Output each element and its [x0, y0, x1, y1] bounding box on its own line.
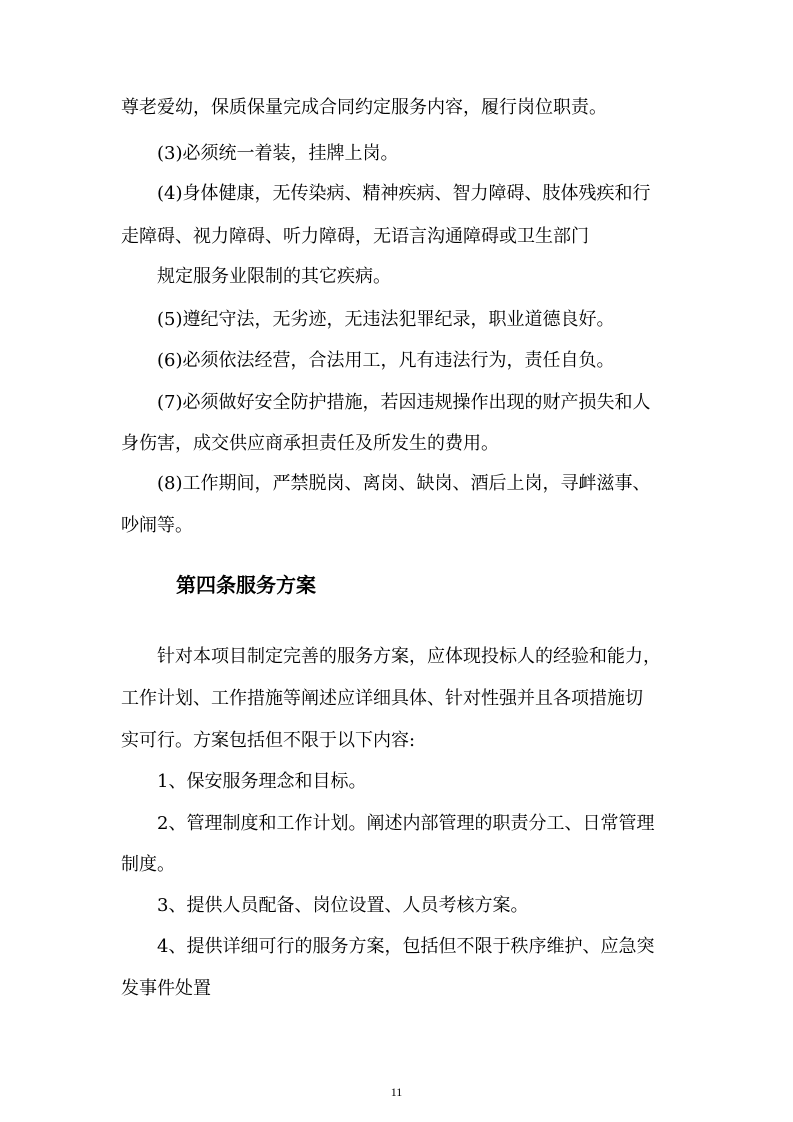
text-line: 制度。: [121, 854, 175, 875]
text-line: 尊老爱幼，保质保量完成合同约定服务内容，履行岗位职责。: [121, 97, 607, 118]
text-line: 工作计划、工作措施等阐述应详细具体、针对性强并且各项措施切: [121, 688, 643, 709]
list-item: 2、管理制度和工作计划。阐述内部管理的职责分工、日常管理: [157, 813, 655, 834]
text-line: 实可行。方案包括但不限于以下内容:: [121, 730, 416, 751]
list-item: 3、提供人员配备、岗位设置、人员考核方案。: [157, 895, 529, 916]
text-line: 规定服务业限制的其它疾病。: [157, 266, 391, 287]
text-line: (5)遵纪守法，无劣迹，无违法犯罪纪录，职业道德良好。: [157, 309, 615, 330]
text-line: 针对本项目制定完善的服务方案，应体现投标人的经验和能力，: [157, 646, 661, 667]
text-line: 身伤害，成交供应商承担责任及所发生的费用。: [121, 433, 499, 454]
text-line: 发事件处置: [121, 978, 211, 999]
text-line: (6)必须依法经营，合法用工，凡有违法行为，责任自负。: [157, 350, 615, 371]
section-heading: 第四条服务方案: [176, 573, 316, 597]
text-line: (8)工作期间，严禁脱岗、离岗、缺岗、酒后上岗，寻衅滋事、: [157, 473, 651, 494]
list-item: 1、保安服务理念和目标。: [157, 771, 367, 792]
text-line: (7)必须做好安全防护措施，若因违规操作出现的财产损失和人: [157, 392, 651, 413]
page-number: 11: [390, 1085, 403, 1099]
text-line: (3)必须统一着装，挂牌上岗。: [157, 143, 399, 164]
text-line: 走障碍、视力障碍、听力障碍，无语言沟通障碍或卫生部门: [121, 226, 589, 247]
text-line: 吵闹等。: [121, 515, 193, 536]
text-line: (4)身体健康，无传染病、精神疾病、智力障碍、肢体残疾和行: [157, 183, 651, 204]
list-item: 4、提供详细可行的服务方案，包括但不限于秩序维护、应急突: [157, 936, 655, 957]
